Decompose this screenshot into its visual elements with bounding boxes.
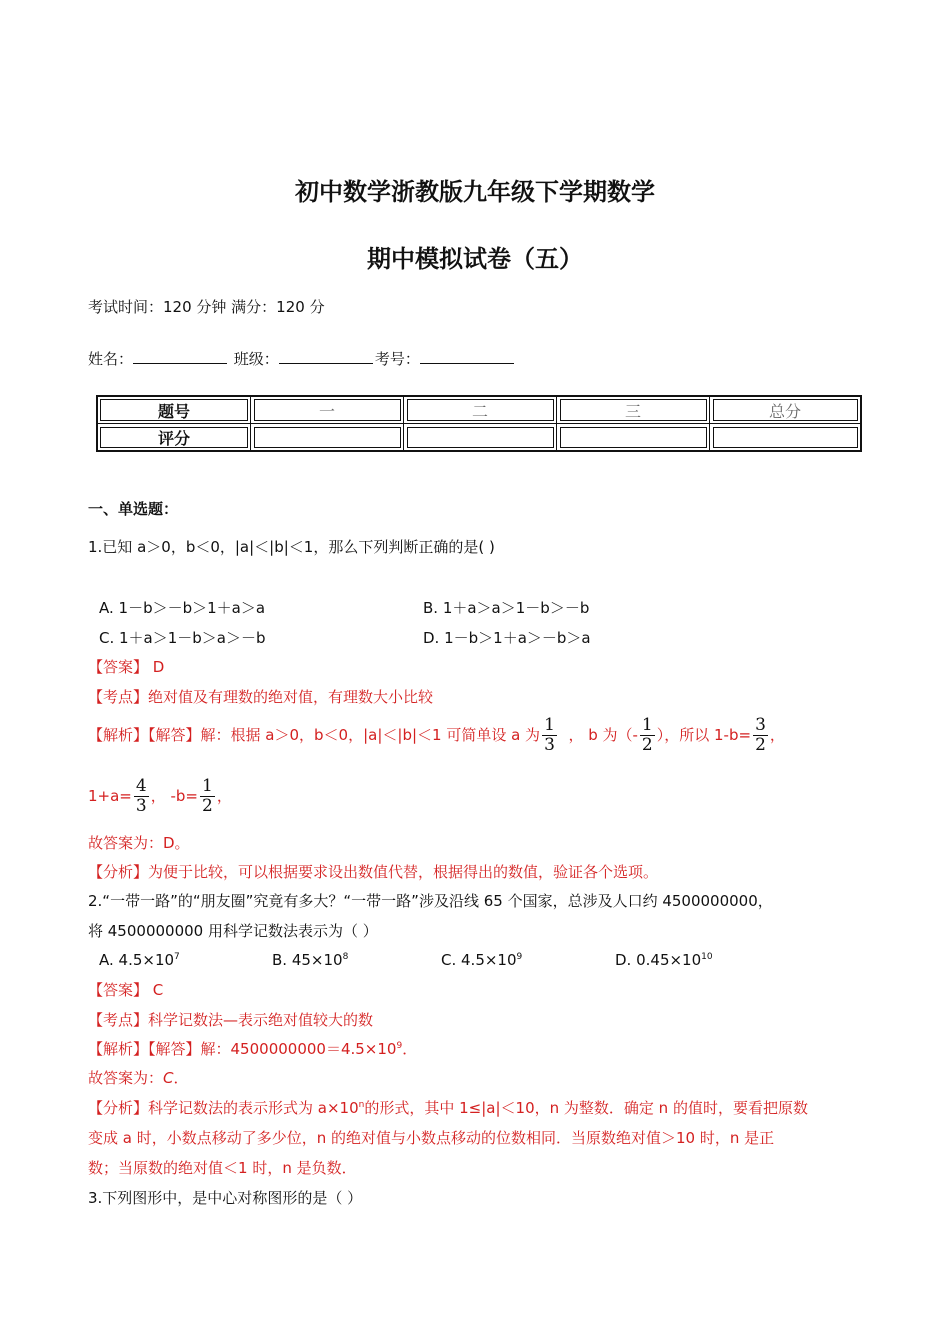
q1-fenxi: 为便于比较，可以根据要求设出数值代替，根据得出的数值，验证各个选项。	[148, 863, 659, 881]
q1-fraction-b	[640, 716, 655, 755]
q1-line2-text-1: 1+a=	[88, 787, 132, 805]
q1-jiexi-line-1	[88, 716, 785, 755]
header-cell-1: 一	[251, 396, 404, 424]
score-table	[96, 395, 862, 452]
score-cell-total	[710, 424, 862, 452]
exam-info: 考试时间：120 分钟 满分：120 分	[88, 298, 325, 316]
class-label: 班级：	[233, 350, 279, 368]
q2-stem-line-1: 2.“一带一路”的“朋友圈”究竟有多大？“一带一路”涉及沿线 65 个国家，总涉及人口约 4500000000，	[88, 892, 773, 910]
q2-answer: C	[152, 981, 164, 999]
q1-fraction-a-num: 1	[544, 715, 555, 735]
header-cell-question-no: 题号	[97, 396, 251, 424]
q1-fraction-d-den: 3	[135, 796, 147, 816]
name-blank	[133, 349, 227, 364]
q1-fraction-e	[200, 777, 215, 816]
header-cell-total: 总分	[710, 396, 862, 424]
q1-kaodian: 绝对值及有理数的绝对值，有理数大小比较	[148, 688, 434, 706]
q2-conclusion-end: ．	[173, 1069, 189, 1087]
q2-answer-line	[88, 980, 163, 1000]
q2-jiexi: 解：4500000000＝4.5×10	[200, 1040, 397, 1058]
q1-fraction-a	[542, 716, 557, 755]
q1-fraction-e-num: 1	[201, 776, 213, 796]
q2-option-c-base: C. 4.5×10	[441, 951, 517, 969]
q2-option-a	[99, 951, 180, 969]
score-cell-2	[404, 424, 557, 452]
q2-conclusion-text: 故答案为：	[88, 1069, 164, 1087]
q1-fraction-c-num: 3	[755, 715, 766, 735]
q2-stem-line-2: 将 4500000000 用科学记数法表示为（ ）	[88, 922, 378, 940]
section-1-heading: 一、单选题：	[88, 500, 179, 518]
q2-conclusion-letter: C	[163, 1069, 174, 1087]
q2-jiexi-end: ．	[402, 1040, 418, 1058]
q2-fenxi-exp: n	[358, 1100, 365, 1110]
q2-fenxi-line-3: 数；当原数的绝对值＜1 时，n 是负数．	[88, 1159, 357, 1177]
q1-fraction-d-num: 4	[135, 776, 147, 796]
q2-fenxi-tag: 【分析】	[88, 1099, 149, 1117]
q1-option-b: B. 1＋a＞a＞1－b＞－b	[423, 599, 590, 617]
q3-stem: 3.下列图形中，是中心对称图形的是（ ）	[88, 1189, 363, 1207]
q1-option-a: A. 1－b＞－b＞1＋a＞a	[99, 599, 266, 617]
q2-option-b	[272, 951, 348, 969]
q1-jiexi-text-3: ），所以 1-b=	[656, 726, 752, 744]
number-label: 考号：	[374, 350, 420, 368]
q1-option-c: C. 1＋a＞1－b＞a＞－b	[99, 629, 266, 647]
q2-option-b-exp: 8	[342, 952, 349, 962]
q2-fenxi-line-1	[88, 1098, 808, 1118]
q2-kaodian: 科学记数法—表示绝对值较大的数	[148, 1011, 374, 1029]
q1-jiexi-text-4: ，	[769, 726, 785, 744]
q2-jiexi-tag: 【解析】【解答】	[88, 1040, 201, 1058]
q2-option-d-exp: 10	[701, 952, 713, 962]
title-line-1: 初中数学浙教版九年级下学期数学	[295, 178, 655, 206]
q1-answer-line	[88, 657, 164, 677]
q1-fenxi-tag: 【分析】	[88, 863, 149, 881]
student-info-line	[88, 349, 516, 369]
score-table-header-row	[97, 396, 861, 424]
q1-kaodian-tag: 【考点】	[88, 688, 149, 706]
name-label: 姓名：	[88, 350, 134, 368]
q2-option-c-exp: 9	[516, 952, 523, 962]
q1-jiexi-text-1: 解：根据 a＞0，b＜0，|a|＜|b|＜1 可简单设 a 为	[200, 726, 541, 744]
q1-jiexi-tag: 【解析】【解答】	[88, 726, 201, 744]
q1-fraction-b-den: 2	[641, 735, 653, 755]
q2-option-d-base: D. 0.45×10	[615, 951, 702, 969]
q2-conclusion	[88, 1068, 189, 1088]
q2-fenxi-line-2: 变成 a 时，小数点移动了多少位，n 的绝对值与小数点移动的位数相同．当原数绝对值＞10 时，n 是正	[88, 1129, 775, 1147]
score-cell-1	[251, 424, 404, 452]
q2-fenxi-line-1b: 的形式，其中 1≤|a|＜10，n 为整数．确定 n 的值时，要看把原数	[364, 1099, 808, 1117]
q2-option-a-base: A. 4.5×10	[99, 951, 175, 969]
q2-kaodian-tag: 【考点】	[88, 1011, 149, 1029]
score-table-score-row	[97, 424, 861, 452]
q1-line2-text-2: ， -b=	[150, 787, 198, 805]
q1-fraction-e-den: 2	[201, 796, 213, 816]
q1-fraction-a-den: 3	[544, 735, 555, 755]
q2-option-c	[441, 951, 522, 969]
q2-fenxi-line-1a: 科学记数法的表示形式为 a×10	[148, 1099, 359, 1117]
class-blank	[279, 349, 373, 364]
q2-kaodian-line	[88, 1010, 373, 1030]
q1-fraction-b-num: 1	[641, 715, 653, 735]
q2-option-b-base: B. 45×10	[272, 951, 343, 969]
q2-answer-tag: 【答案】	[88, 981, 149, 999]
q2-option-d	[615, 951, 713, 969]
q2-jiexi-exp: 9	[396, 1041, 403, 1051]
q1-jiexi-line-2	[88, 777, 232, 816]
q1-stem: 1.已知 a＞0，b＜0，|a|＜|b|＜1，那么下列判断正确的是( )	[88, 538, 495, 556]
q1-fenxi-line	[88, 862, 658, 882]
title-line-2: 期中模拟试卷（五）	[367, 245, 583, 273]
q1-jiexi-text-2: ， b 为（-	[568, 726, 638, 744]
q2-option-a-exp: 7	[174, 952, 180, 962]
q1-conclusion: 故答案为：D。	[88, 834, 190, 852]
number-blank	[420, 349, 514, 364]
q1-fraction-c	[753, 716, 768, 755]
score-row-label: 评分	[97, 424, 251, 452]
header-cell-2: 二	[404, 396, 557, 424]
q2-jiexi-line	[88, 1039, 417, 1059]
q1-kaodian-line	[88, 687, 433, 707]
q1-answer: D	[152, 658, 165, 676]
q1-answer-tag: 【答案】	[88, 658, 149, 676]
q1-option-d: D. 1－b＞1＋a＞－b＞a	[423, 629, 591, 647]
q1-fraction-d	[134, 777, 149, 816]
q1-fraction-c-den: 2	[755, 735, 766, 755]
score-cell-3	[557, 424, 710, 452]
header-cell-3: 三	[557, 396, 710, 424]
q1-line2-text-3: ，	[216, 787, 232, 805]
